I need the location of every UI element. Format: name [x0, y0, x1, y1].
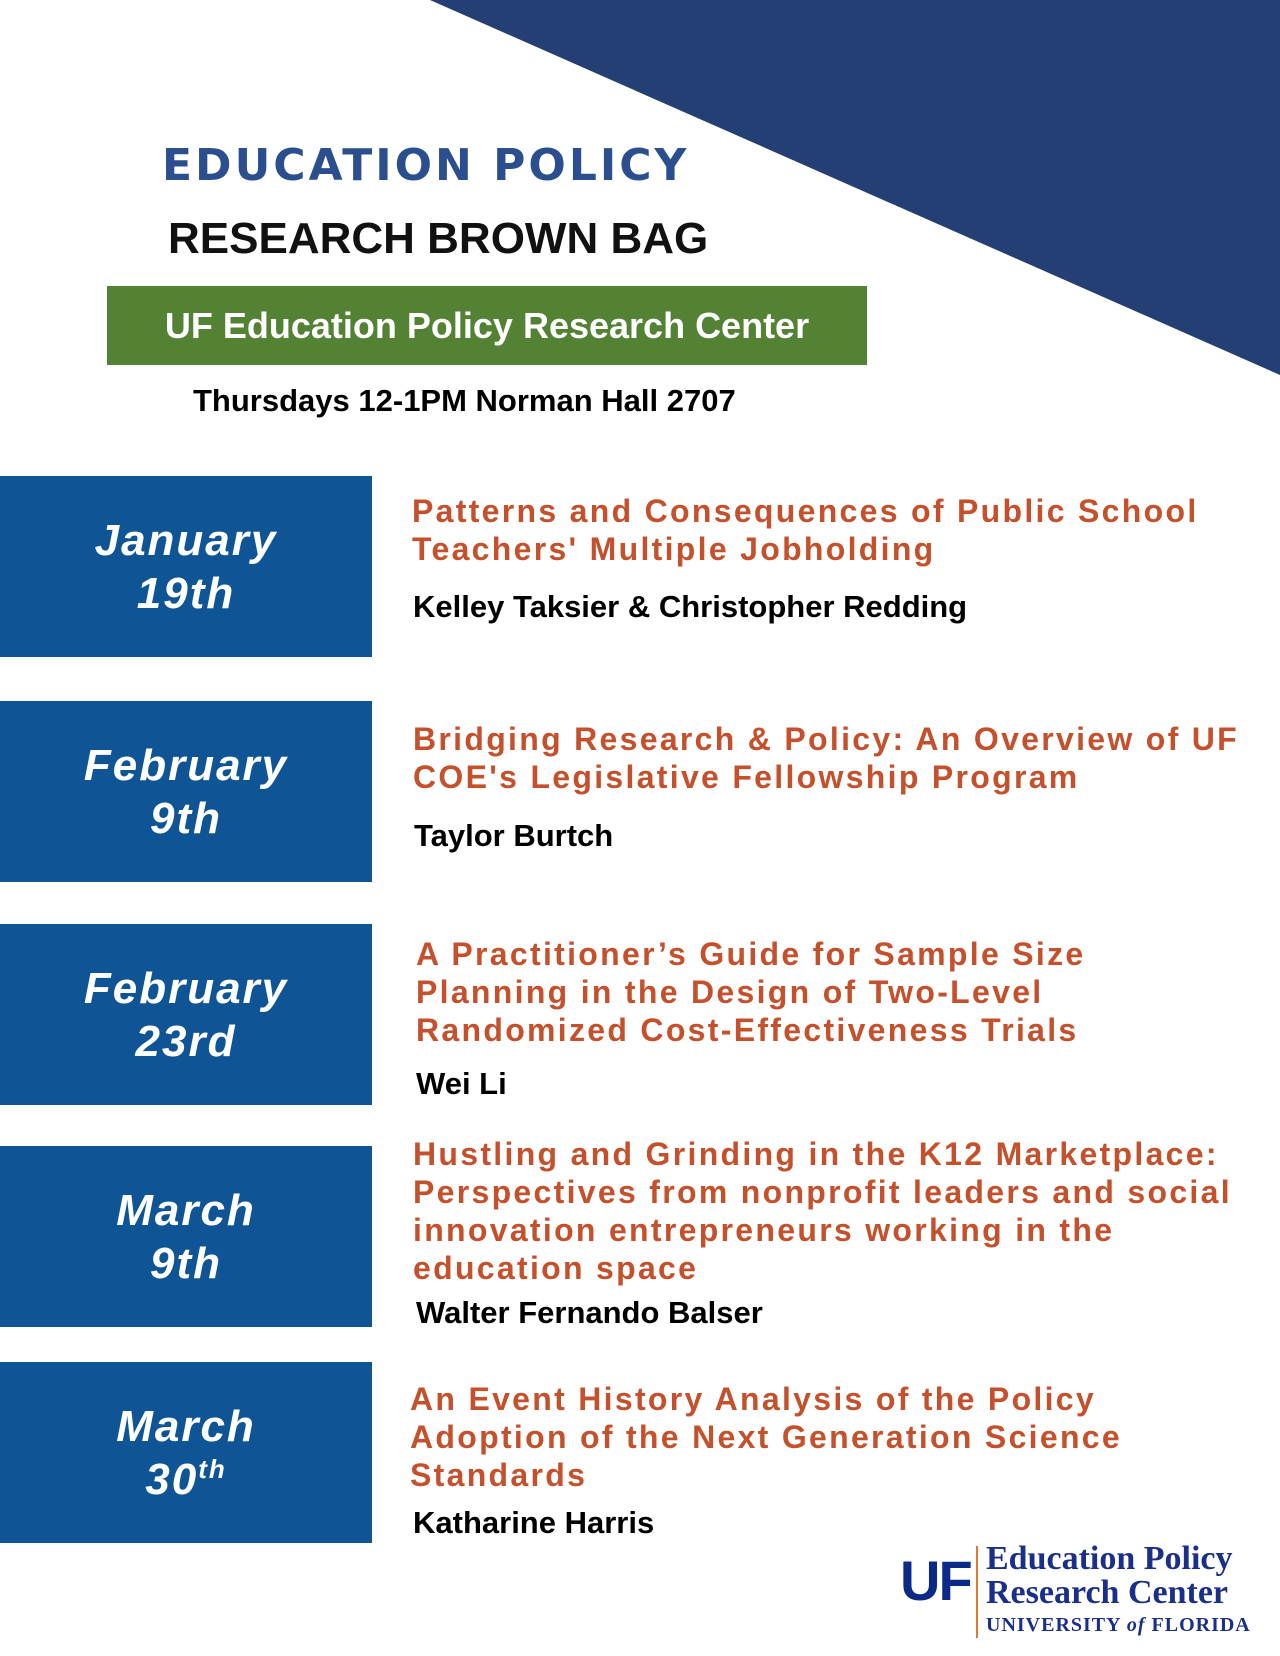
event-date-box [0, 1362, 372, 1543]
uf-logo-mark: UF [900, 1549, 971, 1612]
logo-university-text: UNIVERSITY [986, 1614, 1121, 1636]
event-speaker: Kelley Taksier & Christopher Redding [413, 589, 968, 624]
event-speaker: Walter Fernando Balser [416, 1295, 763, 1330]
logo-florida-text: FLORIDA [1151, 1614, 1251, 1636]
event-title: An Event History Analysis of the Policy Adoption of the Next Generation Science Standards [410, 1381, 1122, 1493]
event-title: Hustling and Grinding in the K12 Marketplace: Perspectives from nonprofit leaders and social innovation entrepreneurs working in the education space [413, 1136, 1232, 1286]
event-month: February [83, 740, 289, 790]
event-day: 19th [136, 568, 236, 618]
uf-epr-logo [900, 1540, 1260, 1640]
logo-divider [976, 1546, 978, 1638]
title-education-policy: EDUCATION POLICY [162, 140, 690, 191]
event-day: 9th [150, 1238, 222, 1288]
event-date-box [0, 924, 372, 1105]
event-month: February [83, 963, 289, 1013]
event-speaker: Katharine Harris [413, 1505, 655, 1540]
schedule-info: Thursdays 12-1PM Norman Hall 2707 [193, 383, 736, 418]
event-title: Bridging Research & Policy: An Overview of UF COE's Legislative Fellowship Program [413, 721, 1240, 795]
event-month: March [116, 1401, 256, 1451]
event-date-box [0, 701, 372, 882]
center-name-text: UF Education Policy Research Center [164, 304, 810, 346]
event-speaker: Wei Li [416, 1066, 507, 1101]
logo-line-university [986, 1614, 1251, 1637]
event-day: 23rd [135, 1016, 237, 1066]
event-day: 9th [150, 793, 222, 843]
event-day [145, 1453, 227, 1506]
title-research-brown-bag: RESEARCH BROWN BAG [168, 214, 709, 263]
logo-line-research-center: Research Center [986, 1574, 1229, 1611]
event-day-number: 30 [145, 1454, 199, 1504]
center-name-banner [107, 286, 867, 365]
event-speaker: Taylor Burtch [414, 818, 614, 853]
logo-of-text: of [1126, 1614, 1146, 1636]
event-date-box [0, 1146, 372, 1327]
event-day-suffix: th [198, 1453, 227, 1484]
event-title: A Practitioner’s Guide for Sample Size Planning in the Design of Two-Level Randomized Cost-Effectiveness Trials [416, 936, 1086, 1048]
logo-line-education-policy: Education Policy [986, 1540, 1233, 1577]
event-title: Patterns and Consequences of Public School Teachers' Multiple Jobholding [412, 493, 1199, 567]
event-month: March [116, 1185, 256, 1235]
event-date-box [0, 476, 372, 657]
event-month: January [94, 515, 278, 565]
